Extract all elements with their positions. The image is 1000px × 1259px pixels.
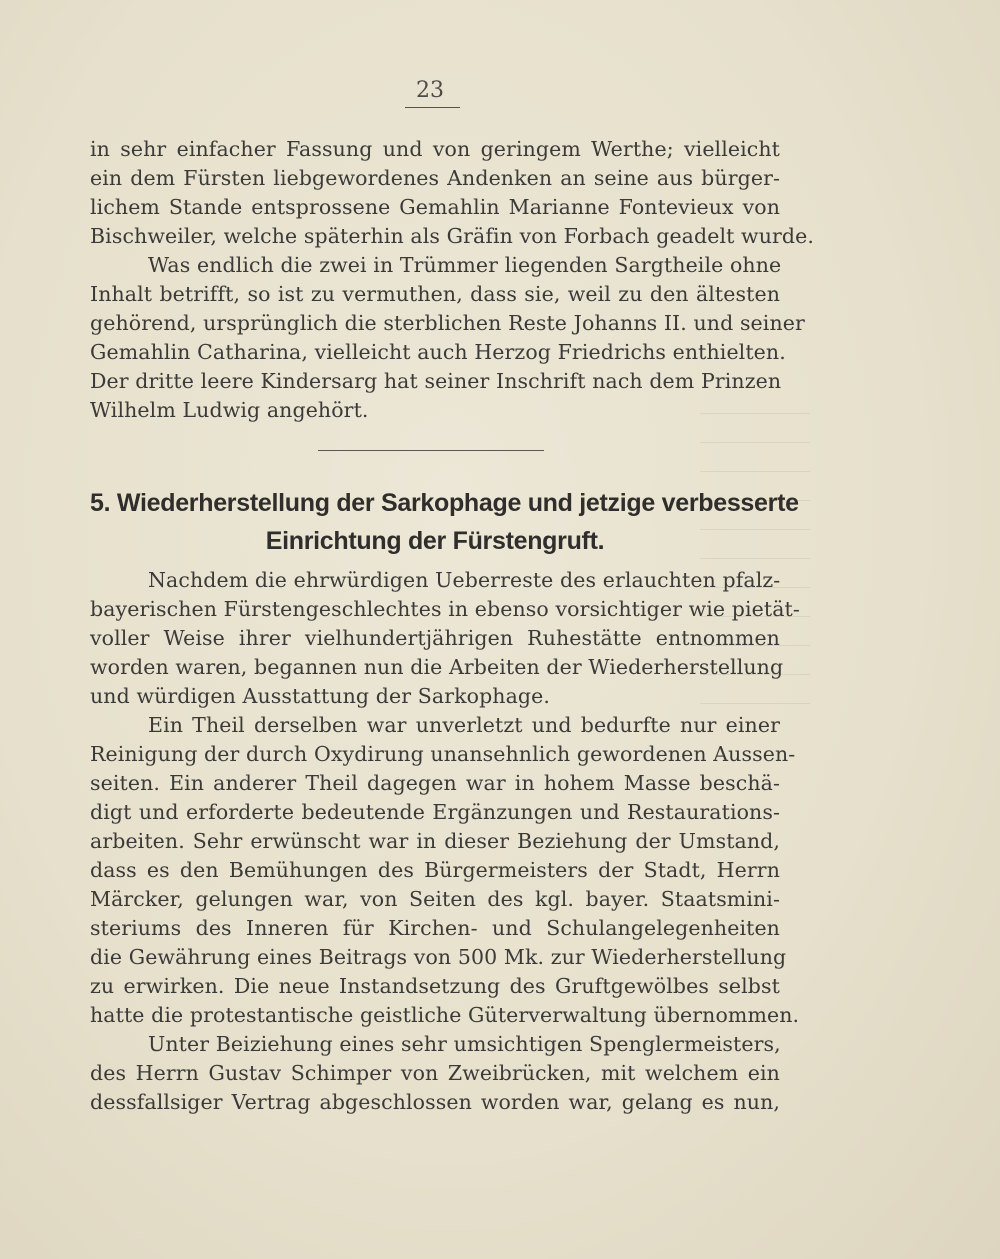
text-line: lichem Stande entsprossene Gemahlin Marianne Fontevieux von bbox=[90, 195, 780, 219]
text-line: hatte die protestantische geistliche Güterverwaltung übernommen. bbox=[90, 1003, 800, 1027]
section-heading-line-2: Einrichtung der Fürstengruft. bbox=[265, 527, 605, 555]
text-line: Wilhelm Ludwig angehört. bbox=[90, 398, 369, 422]
section-heading-line-1: 5. Wiederherstellung der Sarkophage und jetzige verbesserte bbox=[90, 489, 799, 517]
section-separator bbox=[318, 450, 544, 451]
text-line: Bischweiler, welche späterhin als Gräfin von Forbach geadelt wurde. bbox=[90, 224, 814, 248]
text-line: Gemahlin Catharina, vielleicht auch Herzog Friedrichs enthielten. bbox=[90, 340, 786, 364]
text-line: zu erwirken. Die neue Instandsetzung des Gruftgewölbes selbst bbox=[90, 974, 780, 998]
text-line: in sehr einfacher Fassung und von geringem Werthe; vielleicht bbox=[90, 137, 780, 161]
paragraph bbox=[90, 566, 800, 711]
text-line: Reinigung der durch Oxydirung unansehnlich gewordenen Aussen- bbox=[90, 742, 796, 766]
text-line: gehörend, ursprünglich die sterblichen Reste Johanns II. und seiner bbox=[90, 311, 805, 335]
text-line: die Gewährung eines Beitrags von 500 Mk. zur Wiederherstellung bbox=[90, 945, 787, 969]
paragraph bbox=[90, 251, 805, 425]
paragraph bbox=[90, 711, 800, 1030]
text-line: und würdigen Ausstattung der Sarkophage. bbox=[90, 684, 550, 708]
paragraph bbox=[90, 1030, 780, 1117]
text-line: digt und erforderte bedeutende Ergänzungen und Restaurations- bbox=[90, 800, 780, 824]
text-block-bottom bbox=[90, 566, 800, 1117]
text-line: dessfallsiger Vertrag abgeschlossen worden war, gelang es nun, bbox=[90, 1090, 780, 1114]
text-line: seiten. Ein anderer Theil dagegen war in hohem Masse beschä- bbox=[90, 771, 780, 795]
paragraph bbox=[90, 135, 814, 251]
text-line: des Herrn Gustav Schimper von Zweibrücken, mit welchem ein bbox=[90, 1061, 780, 1085]
text-block-top bbox=[90, 135, 814, 425]
text-line: worden waren, begannen nun die Arbeiten der Wiederherstellung bbox=[90, 655, 784, 679]
text-line: voller Weise ihrer vielhundertjährigen Ruhestätte entnommen bbox=[90, 626, 780, 650]
text-line: Ein Theil derselben war unverletzt und bedurfte nur einer bbox=[148, 713, 780, 737]
text-line: Nachdem die ehrwürdigen Ueberreste des erlauchten pfalz- bbox=[148, 568, 781, 592]
text-line: dass es den Bemühungen des Bürgermeisters der Stadt, Herrn bbox=[90, 858, 780, 882]
text-line: Unter Beiziehung eines sehr umsichtigen Spenglermeisters, bbox=[148, 1032, 781, 1056]
text-line: arbeiten. Sehr erwünscht war in dieser Beziehung der Umstand, bbox=[90, 829, 780, 853]
text-line: Was endlich die zwei in Trümmer liegenden Sargtheile ohne bbox=[148, 253, 782, 277]
text-line: ein dem Fürsten liebgewordenes Andenken an seine aus bürger- bbox=[90, 166, 780, 190]
text-line: Märcker, gelungen war, von Seiten des kgl. bayer. Staatsmini- bbox=[90, 887, 780, 911]
text-line: Der dritte leere Kindersarg hat seiner Inschrift nach dem Prinzen bbox=[90, 369, 782, 393]
text-line: steriums des Inneren für Kirchen- und Schulangelegenheiten bbox=[90, 916, 780, 940]
text-line: Inhalt betrifft, so ist zu vermuthen, dass sie, weil zu den ältesten bbox=[90, 282, 780, 306]
page-number: 23 bbox=[416, 78, 444, 103]
text-line: bayerischen Fürstengeschlechtes in ebenso vorsichtiger wie pietät- bbox=[90, 597, 800, 621]
page-number-underline bbox=[405, 107, 460, 108]
